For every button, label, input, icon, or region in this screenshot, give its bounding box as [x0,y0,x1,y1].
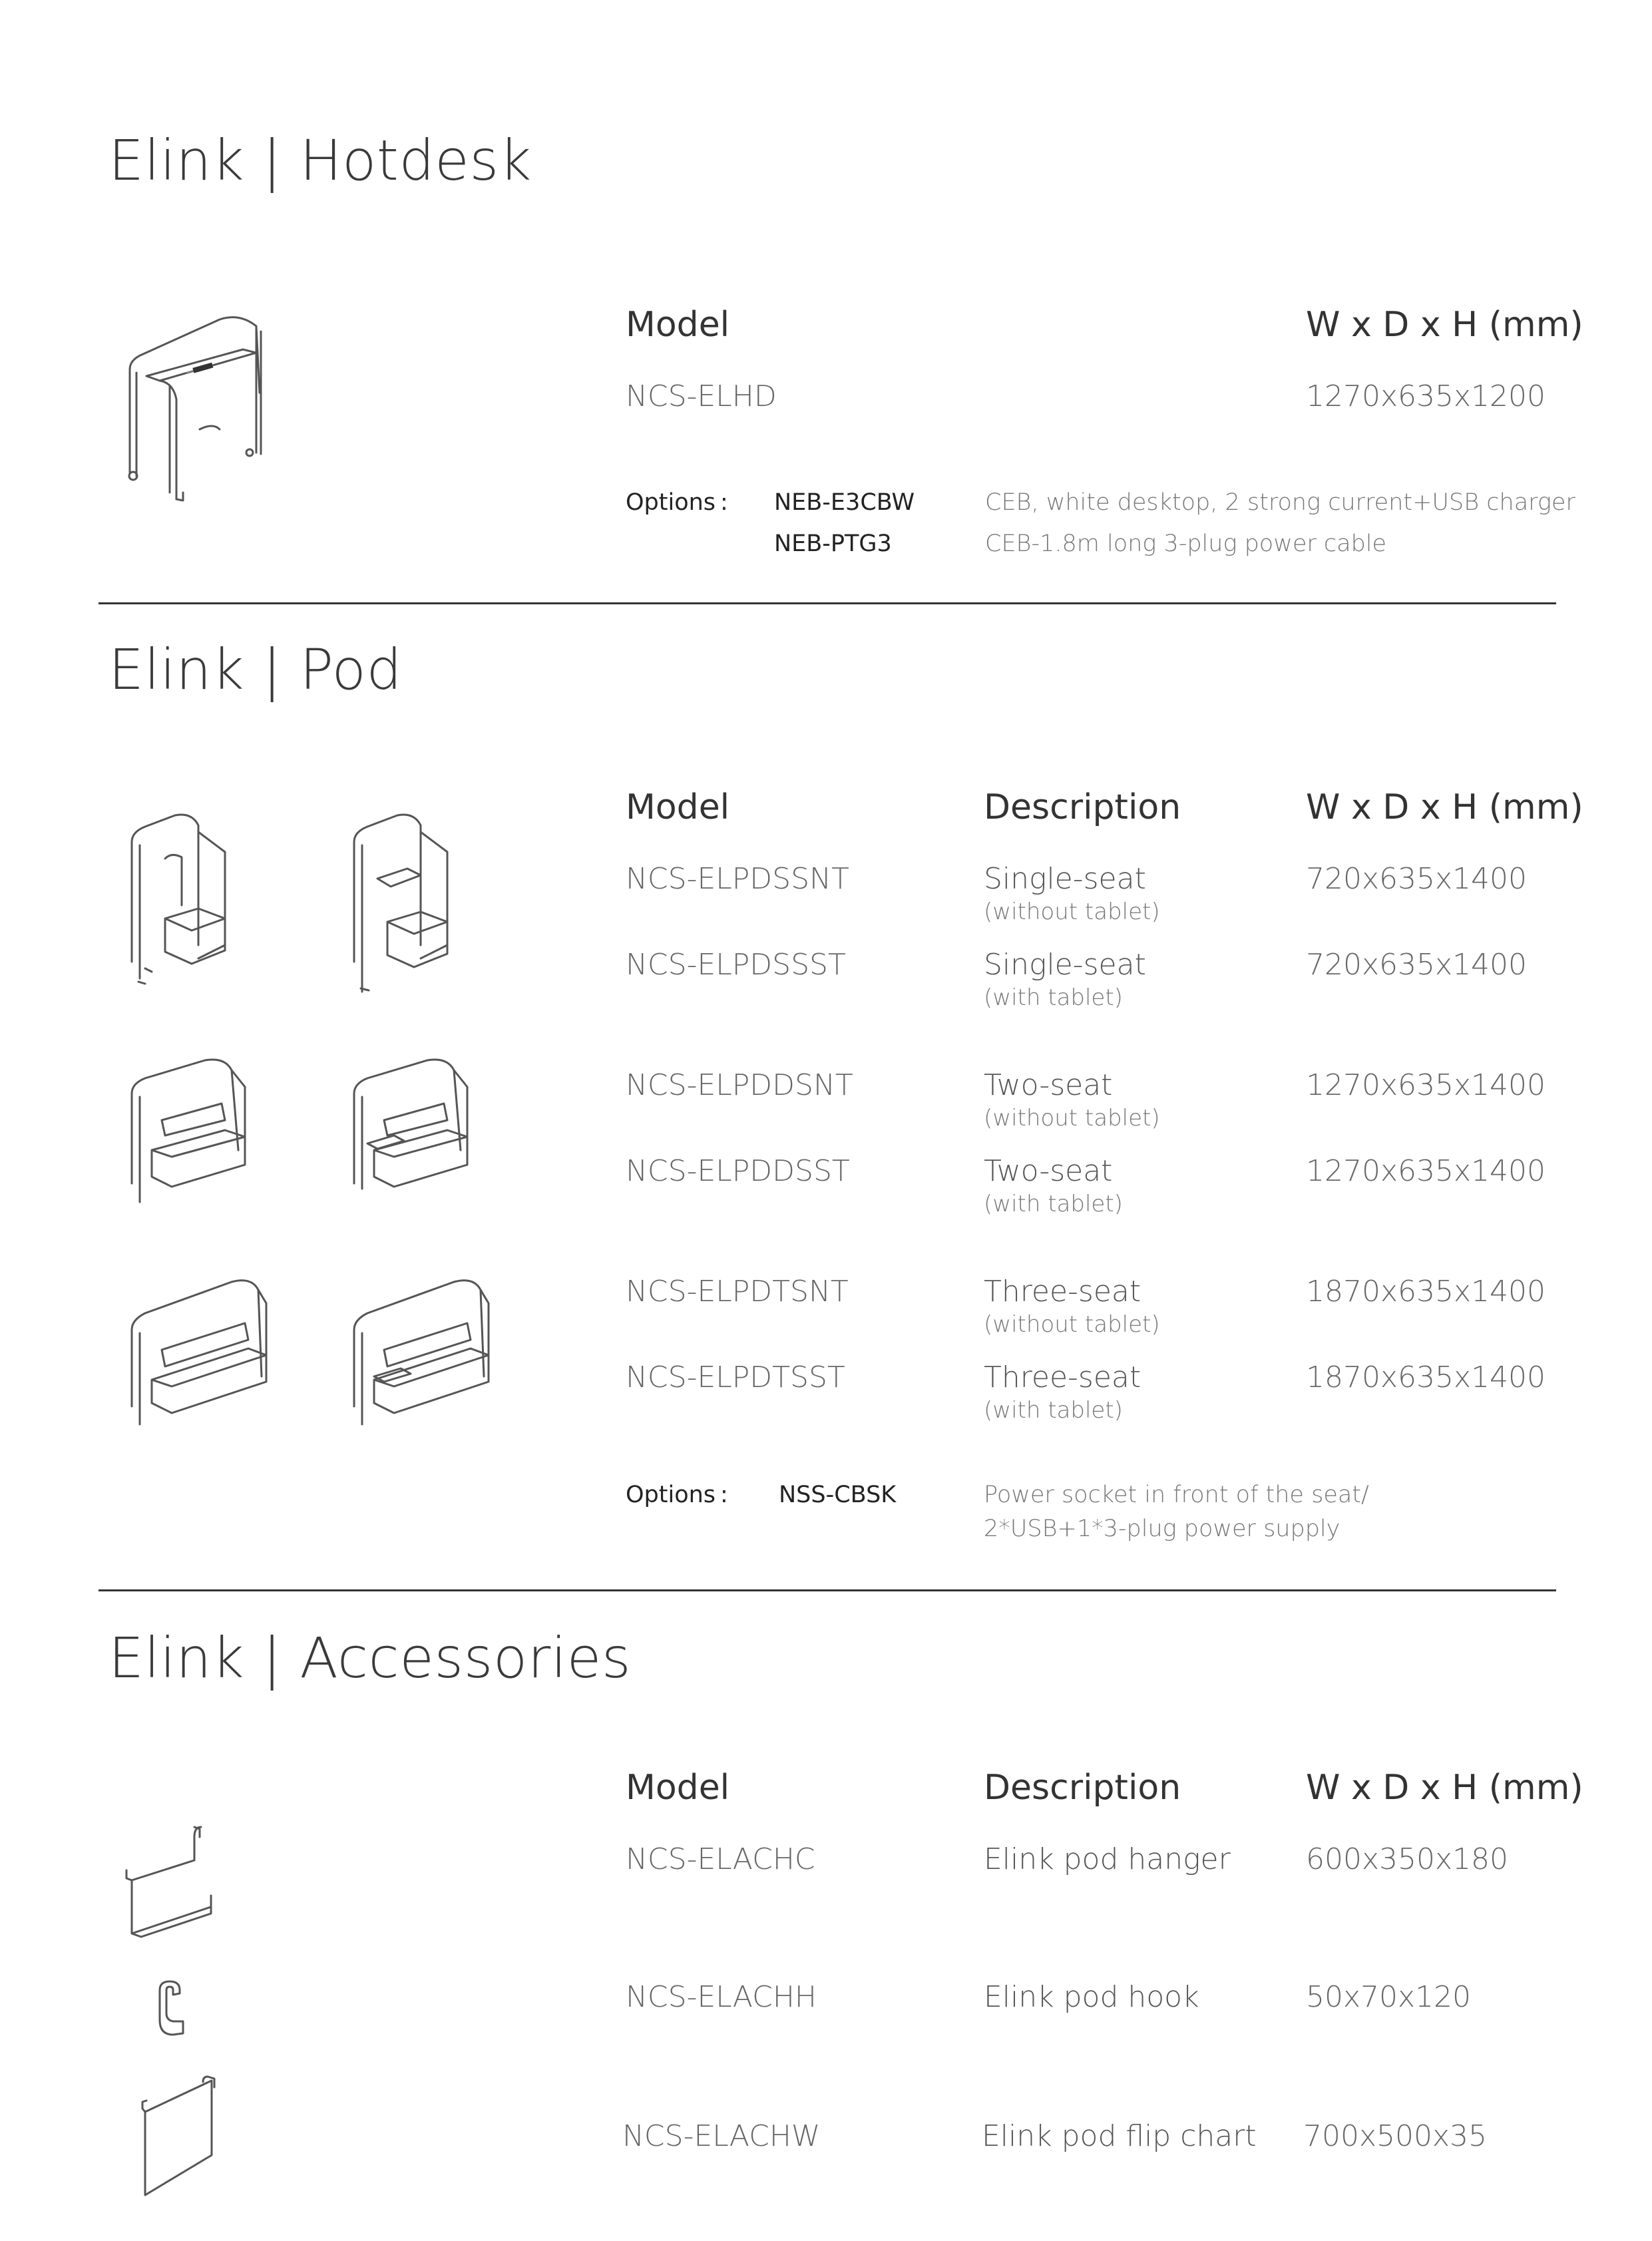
pod-desc: Two-seat [984,1154,1113,1188]
pod-option-desc-line2: 2*USB+1*3-plug power supply [984,1516,1341,1542]
accessory-model: NCS-ELACHH [626,1980,817,2014]
pod-desc: Single-seat [984,948,1146,982]
pod-model: NCS-ELPDSSNT [626,862,849,896]
pod-two-illustration [125,1057,252,1210]
pod-dims: 720x635x1400 [1306,948,1528,982]
pod-option-code: NSS-CBSK [779,1482,897,1508]
pod-dims: 1870x635x1400 [1306,1360,1546,1394]
pod-header-dims: W x D x H (mm) [1306,787,1583,827]
pod-desc-note: (without tablet) [984,1105,1160,1131]
hotdesk-dims: 1270x635x1200 [1306,379,1546,413]
accessories-header-dims: W x D x H (mm) [1306,1768,1583,1808]
section-divider [99,602,1556,604]
pod-desc: Two-seat [984,1068,1113,1102]
pod-hanger-illustration [121,1824,214,1937]
pod-dims: 1270x635x1400 [1306,1068,1546,1102]
pod-single-tablet-illustration [347,812,454,998]
pod-desc: Single-seat [984,862,1146,896]
accessory-dims: 600x350x180 [1306,1842,1509,1876]
pod-desc-note: (with tablet) [984,984,1123,1011]
pod-desc: Three-seat [984,1275,1141,1309]
pod-model: NCS-ELPDTSNT [626,1275,849,1309]
accessory-desc: Elink pod flip chart [982,2119,1257,2153]
pod-model: NCS-ELPDDSNT [626,1068,853,1102]
pod-three-illustration [125,1277,272,1436]
accessories-header-description: Description [984,1768,1181,1808]
section-title-accessories: Elink | Accessories [108,1625,632,1691]
pod-model: NCS-ELPDDSST [626,1154,850,1188]
section-title-hotdesk: Elink | Hotdesk [108,128,532,193]
pod-desc-note: (without tablet) [984,899,1160,925]
pod-dims: 1270x635x1400 [1306,1154,1546,1188]
hotdesk-option-code-1: NEB-E3CBW [774,489,915,516]
pod-options-label: Options : [626,1482,728,1508]
hotdesk-model: NCS-ELHD [626,379,777,413]
pod-two-tablet-illustration [347,1057,474,1210]
pod-desc-note: (without tablet) [984,1311,1160,1338]
pod-desc-note: (with tablet) [984,1397,1123,1424]
hotdesk-header-dims: W x D x H (mm) [1306,305,1583,345]
accessory-model: NCS-ELACHW [622,2119,821,2153]
accessory-desc: Elink pod hook [984,1980,1199,2014]
hotdesk-illustration [120,313,280,512]
pod-hook-illustration [150,1980,196,2040]
accessory-model: NCS-ELACHC [626,1842,815,1876]
pod-three-tablet-illustration [347,1277,494,1436]
pod-model: NCS-ELPDTSST [626,1360,845,1394]
accessories-header-model: Model [626,1768,730,1808]
pod-flip-chart-illustration [140,2075,220,2198]
pod-header-description: Description [984,787,1181,827]
pod-desc: Three-seat [984,1360,1141,1394]
pod-desc-note: (with tablet) [984,1191,1123,1217]
section-divider [99,1589,1556,1591]
section-title-pod: Elink | Pod [108,637,403,702]
pod-dims: 720x635x1400 [1306,862,1528,896]
pod-model: NCS-ELPDSSST [626,948,846,982]
pod-header-model: Model [626,787,730,827]
hotdesk-option-code-2: NEB-PTG3 [774,530,892,557]
accessory-dims: 50x70x120 [1306,1980,1472,2014]
pod-option-desc-line1: Power socket in front of the seat/ [984,1482,1369,1508]
hotdesk-header-model: Model [626,305,730,345]
pod-single-illustration [125,812,232,998]
hotdesk-option-desc-2: CEB-1.8m long 3-plug power cable [985,530,1387,557]
accessory-dims: 700x500x35 [1303,2119,1488,2153]
hotdesk-option-desc-1: CEB, white desktop, 2 strong current+USB charger [985,489,1575,516]
accessory-desc: Elink pod hanger [984,1842,1231,1876]
pod-dims: 1870x635x1400 [1306,1275,1546,1309]
hotdesk-options-label: Options : [626,489,728,516]
